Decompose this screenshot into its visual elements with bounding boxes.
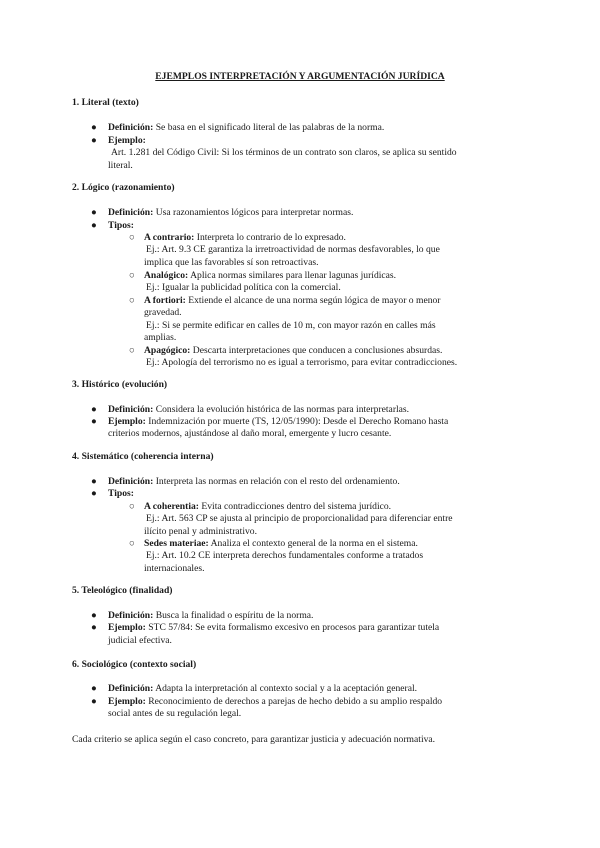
label: Tipos: — [108, 488, 134, 499]
bullet-icon: ● — [91, 683, 97, 694]
bullet-icon: ● — [91, 622, 97, 633]
example-line: amplias. — [144, 332, 177, 343]
circle-icon: ○ — [129, 501, 135, 512]
example-line: literal. — [108, 160, 133, 171]
text: Evita contradicciones dentro del sistema jurídico. — [201, 501, 392, 512]
example-line: judicial efectiva. — [108, 635, 172, 646]
label: Definición: — [108, 404, 154, 415]
closing-paragraph: Cada criterio se aplica según el caso concreto, para garantizar justicia y adecuación normativa. — [72, 734, 436, 745]
label: Ejemplo: — [108, 696, 146, 707]
list-item — [91, 220, 538, 233]
list-item — [91, 622, 538, 635]
example-line: Ej.: Si se permite edificar en calles de 10 m, con mayor razón en calles más — [146, 320, 436, 331]
bullet-icon: ● — [91, 488, 97, 499]
bullet-icon: ● — [91, 416, 97, 427]
circle-icon: ○ — [129, 345, 135, 356]
text: Interpreta lo contrario de lo expresado. — [196, 232, 346, 243]
list-item — [91, 476, 538, 489]
bullet-icon: ● — [91, 476, 97, 487]
list-item — [91, 683, 538, 696]
text: Indemnización por muerte (TS, 12/05/1990): Desde el Derecho Romano hasta — [148, 416, 449, 427]
sub-item — [129, 295, 524, 308]
section-heading-sistematico: 4. Sistemático (coherencia interna) — [72, 451, 214, 462]
label: Definición: — [108, 207, 154, 218]
bullet-icon: ● — [91, 404, 97, 415]
example-line: implica que las favorables sí son retroactivas. — [144, 257, 319, 268]
example-line: Ej.: Apología del terrorismo no es igual a terrorismo, para evitar contradicciones. — [146, 357, 458, 368]
example-line: Ej.: Art. 9.3 CE garantiza la irretroactividad de normas desfavorables, lo que — [146, 244, 440, 255]
label: Ejemplo: — [108, 416, 146, 427]
label: Sedes materiae: — [144, 538, 209, 549]
circle-icon: ○ — [129, 295, 135, 306]
list-item — [91, 207, 538, 220]
list-item — [91, 610, 538, 623]
example-line: Ej.: Art. 563 CP se ajusta al principio de proporcionalidad para diferenciar entre — [146, 513, 453, 524]
label: Ejemplo: — [108, 622, 146, 633]
sub-item — [129, 538, 524, 551]
text: Reconocimiento de derechos a parejas de hecho debido a su amplio respaldo — [148, 696, 443, 707]
example-line: internacionales. — [144, 563, 205, 574]
label: Tipos: — [108, 220, 134, 231]
bullet-icon: ● — [91, 207, 97, 218]
label: Definición: — [108, 122, 154, 133]
bullet-icon: ● — [91, 122, 97, 133]
label: Definición: — [108, 476, 154, 487]
sub-item — [129, 501, 524, 514]
text: Descarta interpretaciones que conducen a conclusiones absurdas. — [192, 345, 443, 356]
label: Apagógico: — [144, 345, 191, 356]
example-line: criterios modernos, ajustándose al daño moral, emergente y lucro cesante. — [108, 428, 392, 439]
text: STC 57/84: Se evita formalismo excesivo en procesos para garantizar tutela — [148, 622, 440, 633]
section-heading-historico: 3. Histórico (evolución) — [72, 379, 168, 390]
list-item — [91, 404, 538, 417]
list-item — [91, 416, 538, 429]
bullet-icon: ● — [91, 135, 97, 146]
circle-icon: ○ — [129, 538, 135, 549]
label: Definición: — [108, 610, 154, 621]
bullet-icon: ● — [91, 610, 97, 621]
list-item — [91, 488, 538, 501]
text: Considera la evolución histórica de las normas para interpretarlas. — [155, 404, 410, 415]
example-line: Ej.: Igualar la publicidad política con la comercial. — [146, 282, 341, 293]
list-item — [91, 696, 538, 709]
sub-item — [129, 270, 524, 283]
list-item — [91, 135, 538, 148]
section-heading-sociologico: 6. Sociológico (contexto social) — [72, 659, 197, 670]
example-line: social antes de su regulación legal. — [108, 708, 242, 719]
bullet-icon: ● — [91, 220, 97, 231]
text: Aplica normas similares para llenar lagunas jurídicas. — [190, 270, 397, 281]
sub-item — [129, 345, 524, 358]
text: Busca la finalidad o espíritu de la norma. — [155, 610, 314, 621]
page-title: EJEMPLOS INTERPRETACIÓN Y ARGUMENTACIÓN JURÍDICA — [155, 71, 445, 82]
circle-icon: ○ — [129, 270, 135, 281]
section-heading-literal: 1. Literal (texto) — [72, 97, 139, 108]
circle-icon: ○ — [129, 232, 135, 243]
text: Adapta la interpretación al contexto social y a la aceptación general. — [155, 683, 418, 694]
bullet-icon: ● — [91, 696, 97, 707]
label: A fortiori: — [144, 295, 186, 306]
section-heading-teleologico: 5. Teleológico (finalidad) — [72, 585, 173, 596]
sub-item — [129, 232, 524, 245]
section-heading-logico: 2. Lógico (razonamiento) — [72, 182, 175, 193]
example-line: Ej.: Art. 10.2 CE interpreta derechos fundamentales conforme a tratados — [146, 550, 424, 561]
label: Definición: — [108, 683, 154, 694]
label: A coherentia: — [144, 501, 199, 512]
label: Analógico: — [144, 270, 189, 281]
text: Se basa en el significado literal de las palabras de la norma. — [155, 122, 385, 133]
text: Extiende el alcance de una norma según lógica de mayor o menor — [188, 295, 441, 306]
list-item — [91, 122, 538, 135]
text: Usa razonamientos lógicos para interpretar normas. — [155, 207, 354, 218]
text: Analiza el contexto general de la norma en el sistema. — [210, 538, 418, 549]
example-line: gravedad. — [144, 307, 182, 318]
label: A contrario: — [144, 232, 195, 243]
label: Ejemplo: — [108, 135, 146, 146]
text: Interpreta las normas en relación con el resto del ordenamiento. — [155, 476, 400, 487]
example-line: ilícito penal y administrativo. — [144, 526, 257, 537]
example-line: Art. 1.281 del Código Civil: Si los términos de un contrato son claros, se aplica su sentido — [111, 147, 457, 158]
